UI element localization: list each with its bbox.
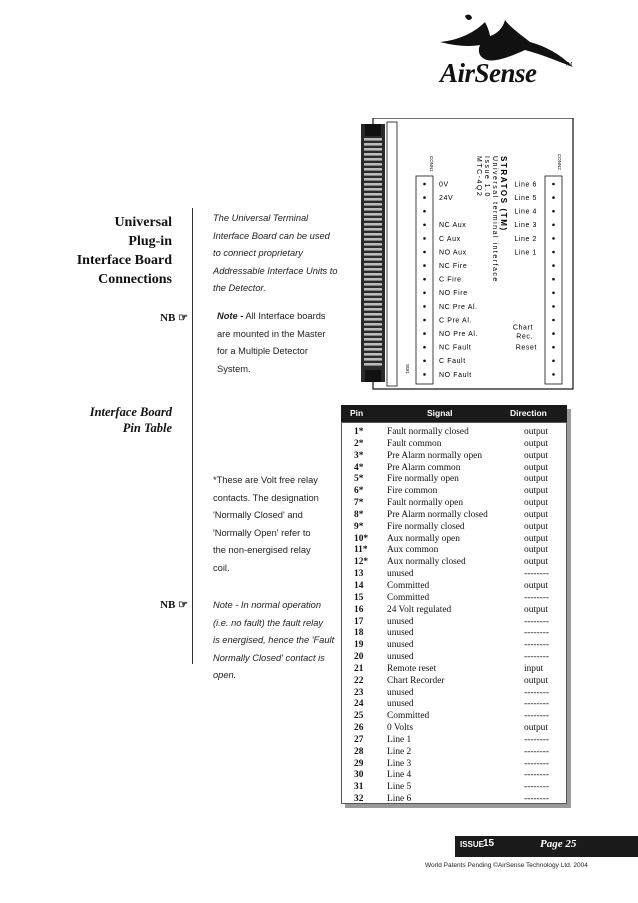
conn1-pin-dot xyxy=(423,319,426,322)
conn1-pin-dot xyxy=(423,360,426,363)
table-row xyxy=(341,735,567,747)
relay-line: *These are Volt free relay xyxy=(213,475,318,485)
connector-end-bottom xyxy=(365,370,381,382)
pin-cell: 5* xyxy=(354,474,364,485)
direction-cell: output xyxy=(524,675,548,686)
connector-tooth xyxy=(364,203,382,206)
conn1-label: CONN1 xyxy=(429,156,434,172)
connector-tooth xyxy=(364,353,382,356)
conn2-pin-dot xyxy=(552,264,555,267)
table-row xyxy=(341,628,567,640)
signal-cell: unused xyxy=(387,569,414,580)
nb-label: NB xyxy=(160,312,176,324)
description-line: the Detector. xyxy=(213,283,266,294)
table-row xyxy=(341,557,567,569)
table-row xyxy=(341,617,567,629)
conn1-pin-label: NC Fire xyxy=(439,263,468,270)
pin-cell: 14 xyxy=(354,580,364,591)
connector-tooth xyxy=(364,313,382,316)
signal-cell: Line 5 xyxy=(387,782,412,793)
signal-cell: unused xyxy=(387,640,414,651)
table-row xyxy=(341,463,567,475)
conn1-pin-dot xyxy=(423,237,426,240)
direction-cell: -------- xyxy=(524,569,549,580)
direction-cell: output xyxy=(524,545,548,556)
conn2-pin-dot xyxy=(552,224,555,227)
pin-cell: 24 xyxy=(354,699,364,710)
conn2-pin-dot xyxy=(552,332,555,335)
connector-tooth xyxy=(364,288,382,291)
conn1-pin-label: 0V xyxy=(439,181,449,189)
direction-cell: -------- xyxy=(524,734,549,745)
direction-cell: -------- xyxy=(524,652,549,663)
direction-cell: output xyxy=(524,498,548,509)
conn1-pin-label: NO Pre Al. xyxy=(439,331,479,338)
conn1-pin-dot xyxy=(423,224,426,227)
connector-tooth xyxy=(364,228,382,231)
conn1-pin-label: C Fault xyxy=(439,358,466,366)
note2-line: is energised, hence the 'Fault xyxy=(213,635,335,646)
signal-cell: Committed xyxy=(387,592,430,603)
conn2-line-label: Line 5 xyxy=(514,195,537,202)
conn1-pin-label: NO Aux xyxy=(439,249,467,257)
conn2-pin-dot xyxy=(552,251,555,254)
signal-cell: unused xyxy=(387,628,414,639)
conn1-pin-dot xyxy=(423,305,426,308)
connector-tooth xyxy=(364,143,382,146)
direction-cell: -------- xyxy=(524,782,549,793)
connector-tooth xyxy=(364,198,382,201)
note-line: System. xyxy=(217,363,251,374)
conn2-pin-dot xyxy=(552,346,555,349)
connector-tooth xyxy=(364,318,382,321)
relay-line: 'Normally Closed' and xyxy=(213,510,303,521)
direction-cell: output xyxy=(524,462,548,473)
note-fault-relay xyxy=(213,597,343,685)
connector-tooth xyxy=(364,258,382,261)
pin-cell: 20 xyxy=(354,652,364,663)
connector-tooth xyxy=(364,158,382,161)
conn1-pin-label: NC Fault xyxy=(439,344,472,352)
pin-cell: 2* xyxy=(354,438,364,449)
conn1-pin-dot xyxy=(423,292,426,295)
table-header xyxy=(341,405,567,422)
conn2-pin-dot xyxy=(552,319,555,322)
pin-cell: 9* xyxy=(354,521,364,532)
table-row xyxy=(341,545,567,557)
direction-cell: output xyxy=(524,509,548,520)
nb-marker xyxy=(160,311,188,324)
signal-cell: Line 3 xyxy=(387,758,412,769)
connector-tooth xyxy=(364,293,382,296)
issue-label: ISSUE xyxy=(460,840,485,849)
conn2-pin-dot xyxy=(552,373,555,376)
signal-cell: 0 Volts xyxy=(387,723,413,734)
pin-cell: 15 xyxy=(354,592,364,603)
pointing-hand-icon: ☞ xyxy=(178,599,188,611)
conn1-pin-dot xyxy=(423,183,426,186)
connector-tooth xyxy=(364,363,382,366)
description-line: The Universal Terminal xyxy=(213,213,309,223)
pointing-hand-icon: ☞ xyxy=(178,312,188,324)
conn1-pin-dot xyxy=(423,346,426,349)
conn1-pin-dot xyxy=(423,373,426,376)
table-row xyxy=(341,569,567,581)
direction-cell: output xyxy=(524,557,548,568)
connector-tooth xyxy=(364,138,382,141)
connector-tooth xyxy=(364,303,382,306)
direction-cell: -------- xyxy=(524,687,549,698)
pin-cell: 1* xyxy=(354,427,364,437)
pin-cell: 29 xyxy=(354,758,364,769)
nb-marker xyxy=(160,598,188,611)
table-row xyxy=(341,474,567,486)
signal-cell: Fault common xyxy=(387,438,442,449)
pin-table-heading xyxy=(90,404,172,436)
note2-line: open. xyxy=(213,670,237,681)
switch-label: SW1 xyxy=(405,364,410,374)
connector-tooth xyxy=(364,218,382,221)
table-row xyxy=(341,794,567,806)
conn2-label: CONN2 xyxy=(557,154,562,170)
connector-tooth xyxy=(364,223,382,226)
pin-cell: 21 xyxy=(354,663,364,674)
connector-tooth xyxy=(364,153,382,156)
direction-cell: -------- xyxy=(524,770,549,781)
table-row xyxy=(341,676,567,688)
board-rail xyxy=(387,122,397,386)
connector-tooth xyxy=(364,238,382,241)
section-title-line: Plug-in xyxy=(128,234,172,249)
note-interface-boards xyxy=(217,308,347,378)
conn1-pin-dot xyxy=(423,210,426,213)
signal-cell: unused xyxy=(387,652,414,663)
connector-tooth xyxy=(364,348,382,351)
conn1-pin-dot xyxy=(423,196,426,199)
pin-cell: 3* xyxy=(354,450,364,461)
direction-cell: -------- xyxy=(524,628,549,639)
connector-tooth xyxy=(364,208,382,211)
table-row xyxy=(341,747,567,759)
connector-tooth xyxy=(364,183,382,186)
direction-cell: -------- xyxy=(524,616,549,627)
pin-table xyxy=(341,405,571,809)
note-line: are mounted in the Master xyxy=(217,328,326,339)
description-line: Addressable Interface Units to xyxy=(213,265,338,276)
conn2-line-label: Line 4 xyxy=(514,208,537,216)
direction-cell: -------- xyxy=(524,794,549,805)
section-title-line: Interface Board xyxy=(76,253,172,268)
pin-cell: 16 xyxy=(354,604,364,615)
pin-cell: 13 xyxy=(354,569,364,580)
header-pin: Pin xyxy=(350,408,364,418)
section-title xyxy=(77,213,172,289)
direction-cell: -------- xyxy=(524,699,549,710)
connector-tooth xyxy=(364,148,382,151)
pin-cell: 17 xyxy=(354,616,364,627)
pin-cell: 8* xyxy=(354,509,364,520)
conn1-pin-dot xyxy=(423,264,426,267)
connector-tooth xyxy=(364,248,382,251)
chart-recorder-label: Rec. xyxy=(516,333,533,341)
relay-line: contacts. The designation xyxy=(213,492,319,503)
conn1-pin-label: 24V xyxy=(439,195,454,202)
direction-cell: output xyxy=(524,723,548,734)
connector-tooth xyxy=(364,213,382,216)
copyright-footnote: World Patents Pending ©AirSense Technology Ltd. 2004 xyxy=(425,862,588,869)
chart-recorder-label: Chart xyxy=(512,324,533,332)
connector-tooth xyxy=(364,283,382,286)
table-row xyxy=(341,688,567,700)
table-row xyxy=(341,664,567,676)
signal-cell: Line 1 xyxy=(387,734,412,745)
nb-label: NB xyxy=(160,599,176,611)
direction-cell: -------- xyxy=(524,640,549,651)
connector-tooth xyxy=(364,178,382,181)
connector-tooth xyxy=(364,278,382,281)
table-row xyxy=(341,498,567,510)
direction-cell: -------- xyxy=(524,592,549,603)
connector-tooth xyxy=(364,343,382,346)
table-row xyxy=(341,652,567,664)
connector-tooth xyxy=(364,273,382,276)
direction-cell: output xyxy=(524,438,548,449)
note2-line: (i.e. no fault) the fault relay xyxy=(213,617,324,628)
pin-cell: 26 xyxy=(354,723,364,734)
section-title-line: Connections xyxy=(98,272,172,287)
relay-line: coil. xyxy=(213,562,230,573)
conn2-pin-dot xyxy=(552,237,555,240)
reset-label: Reset xyxy=(515,344,537,352)
connector-tooth xyxy=(364,173,382,176)
conn1-pin-label: C Fire xyxy=(439,276,462,284)
conn2-pin-dot xyxy=(552,305,555,308)
signal-cell: Fault normally closed xyxy=(387,427,469,437)
relay-line: 'Normally Open' refer to xyxy=(213,527,311,538)
conn1-pin-label: NC Aux xyxy=(439,222,467,230)
table-row xyxy=(341,510,567,522)
signal-cell: Pre Alarm common xyxy=(387,462,461,473)
connector-tooth xyxy=(364,243,382,246)
trademark-mark: TM xyxy=(565,62,573,68)
section-description xyxy=(213,210,343,298)
pin-cell: 28 xyxy=(354,746,364,757)
conn1-pin-label: C Aux xyxy=(439,235,461,243)
description-line: Interface Board can be used xyxy=(213,230,330,241)
connector-tooth xyxy=(364,163,382,166)
note-line: for a Multiple Detector xyxy=(217,346,308,357)
connector-tooth xyxy=(364,168,382,171)
table-row xyxy=(341,593,567,605)
pin-cell: 7* xyxy=(354,498,364,509)
conn1-pin-label: C Pre Al. xyxy=(439,317,473,325)
pin-cell: 18 xyxy=(354,628,364,639)
conn2-line-label: Line 1 xyxy=(514,249,537,257)
board-subtitle: Universal terminal interface xyxy=(491,156,498,283)
signal-cell: Chart Recorder xyxy=(387,675,445,686)
signal-cell: Line 4 xyxy=(387,770,412,781)
signal-cell: unused xyxy=(387,687,414,698)
direction-cell: output xyxy=(524,604,548,615)
note-prefix: Note - xyxy=(217,311,244,321)
direction-cell: output xyxy=(524,474,548,485)
table-rows xyxy=(341,427,567,806)
header-direction: Direction xyxy=(510,408,547,418)
board-issue: Issue 1.0 xyxy=(483,156,490,198)
table-row xyxy=(341,439,567,451)
direction-cell: -------- xyxy=(524,746,549,757)
conn1-pin-dot xyxy=(423,278,426,281)
connector-tooth xyxy=(364,193,382,196)
conn1-pin-dot xyxy=(423,332,426,335)
brand-name: AirSense xyxy=(440,58,537,88)
note2-line: Normally Closed' contact is xyxy=(213,652,325,663)
connector-tooth xyxy=(364,253,382,256)
connector-tooth xyxy=(364,308,382,311)
direction-cell: -------- xyxy=(524,758,549,769)
pin-cell: 31 xyxy=(354,782,364,793)
conn2-pin-dot xyxy=(552,360,555,363)
signal-cell: Pre Alarm normally closed xyxy=(387,509,488,520)
conn1-pin-label: NC Pre Al. xyxy=(439,303,478,311)
relay-footnote xyxy=(213,472,343,578)
conn2-pin-dot xyxy=(552,292,555,295)
conn1-pin-label: NO Fault xyxy=(439,371,472,379)
table-row xyxy=(341,451,567,463)
note2-line: Note - In normal operation xyxy=(213,600,322,610)
page-number: Page 25 xyxy=(540,838,577,850)
pin-cell: 11* xyxy=(354,545,368,556)
table-shadow xyxy=(567,409,571,808)
note-line: All Interface boards xyxy=(243,311,326,321)
signal-cell: Fault normally open xyxy=(387,498,464,509)
signal-cell: Aux common xyxy=(387,545,439,556)
header-signal: Signal xyxy=(427,408,453,418)
description-line: to connect proprietary xyxy=(213,248,303,259)
signal-cell: Committed xyxy=(387,711,430,722)
signal-cell: Aux normally open xyxy=(387,533,460,544)
pin-cell: 10* xyxy=(354,533,369,544)
board-part-number: MTC-4Q2 xyxy=(475,156,482,198)
pin-table-heading-line: Interface Board xyxy=(89,405,172,419)
pin-cell: 32 xyxy=(354,794,364,805)
connector-tooth xyxy=(364,233,382,236)
signal-cell: Committed xyxy=(387,580,430,591)
direction-cell: output xyxy=(524,580,548,591)
board-outline xyxy=(373,118,573,389)
conn1-pin-dot xyxy=(423,251,426,254)
table-row xyxy=(341,759,567,771)
direction-cell: output xyxy=(524,486,548,497)
direction-cell: output xyxy=(524,521,548,532)
conn2-line-label: Line 3 xyxy=(514,222,537,230)
signal-cell: Remote reset xyxy=(387,663,437,674)
signal-cell: Line 6 xyxy=(387,794,412,805)
board-title: STRATOS (TM) xyxy=(499,156,508,232)
connector-tooth xyxy=(364,338,382,341)
table-row xyxy=(341,605,567,617)
column-divider xyxy=(192,208,193,664)
pin-cell: 27 xyxy=(354,734,364,745)
conn2-line-label: Line 6 xyxy=(514,181,537,189)
section-title-line: Universal xyxy=(114,215,172,230)
signal-cell: Pre Alarm normally open xyxy=(387,450,483,461)
connector-tooth xyxy=(364,333,382,336)
conn1-pin-label: NO Fire xyxy=(439,290,468,298)
connector-tooth xyxy=(364,188,382,191)
table-row xyxy=(341,711,567,723)
pin-cell: 25 xyxy=(354,711,364,722)
conn2-pin-dot xyxy=(552,196,555,199)
pin-cell: 19 xyxy=(354,640,364,651)
relay-line: the non-energised relay xyxy=(213,545,311,556)
pin-cell: 6* xyxy=(354,486,364,497)
conn2-pin-dot xyxy=(552,278,555,281)
pin-table-heading-line: Pin Table xyxy=(122,421,172,435)
issue-number: 15 xyxy=(483,838,495,849)
connector-tooth xyxy=(364,323,382,326)
connector-tooth xyxy=(364,268,382,271)
signal-cell: Fire normally open xyxy=(387,474,459,485)
connector-tooth xyxy=(364,328,382,331)
table-row xyxy=(341,782,567,794)
pin-cell: 22 xyxy=(354,675,364,686)
signal-cell: Fire common xyxy=(387,486,438,497)
table-row xyxy=(341,770,567,782)
direction-cell: -------- xyxy=(524,711,549,722)
direction-cell: input xyxy=(524,663,544,674)
signal-cell: unused xyxy=(387,616,414,627)
interface-board-diagram xyxy=(361,118,575,390)
signal-cell: Line 2 xyxy=(387,746,412,757)
table-row xyxy=(341,522,567,534)
pin-cell: 12* xyxy=(354,557,369,568)
connector-tooth xyxy=(364,263,382,266)
table-row xyxy=(341,581,567,593)
pin-cell: 30 xyxy=(354,770,364,781)
table-row xyxy=(341,427,567,439)
connector-end-top xyxy=(365,124,381,136)
conn2-line-label: Line 2 xyxy=(514,235,537,243)
table-row xyxy=(341,534,567,546)
table-row xyxy=(341,723,567,735)
connector-tooth xyxy=(364,358,382,361)
signal-cell: Aux normally closed xyxy=(387,557,466,568)
conn2-pin-dot xyxy=(552,210,555,213)
pin-cell: 23 xyxy=(354,687,364,698)
table-row xyxy=(341,486,567,498)
connector-tooth xyxy=(364,298,382,301)
pin-cell: 4* xyxy=(354,462,364,473)
signal-cell: unused xyxy=(387,699,414,710)
direction-cell: output xyxy=(524,533,548,544)
direction-cell: output xyxy=(524,427,548,437)
table-row xyxy=(341,699,567,711)
signal-cell: 24 Volt regulated xyxy=(387,604,452,615)
conn2-pin-dot xyxy=(552,183,555,186)
direction-cell: output xyxy=(524,450,548,461)
table-row xyxy=(341,640,567,652)
signal-cell: Fire normally closed xyxy=(387,521,465,532)
